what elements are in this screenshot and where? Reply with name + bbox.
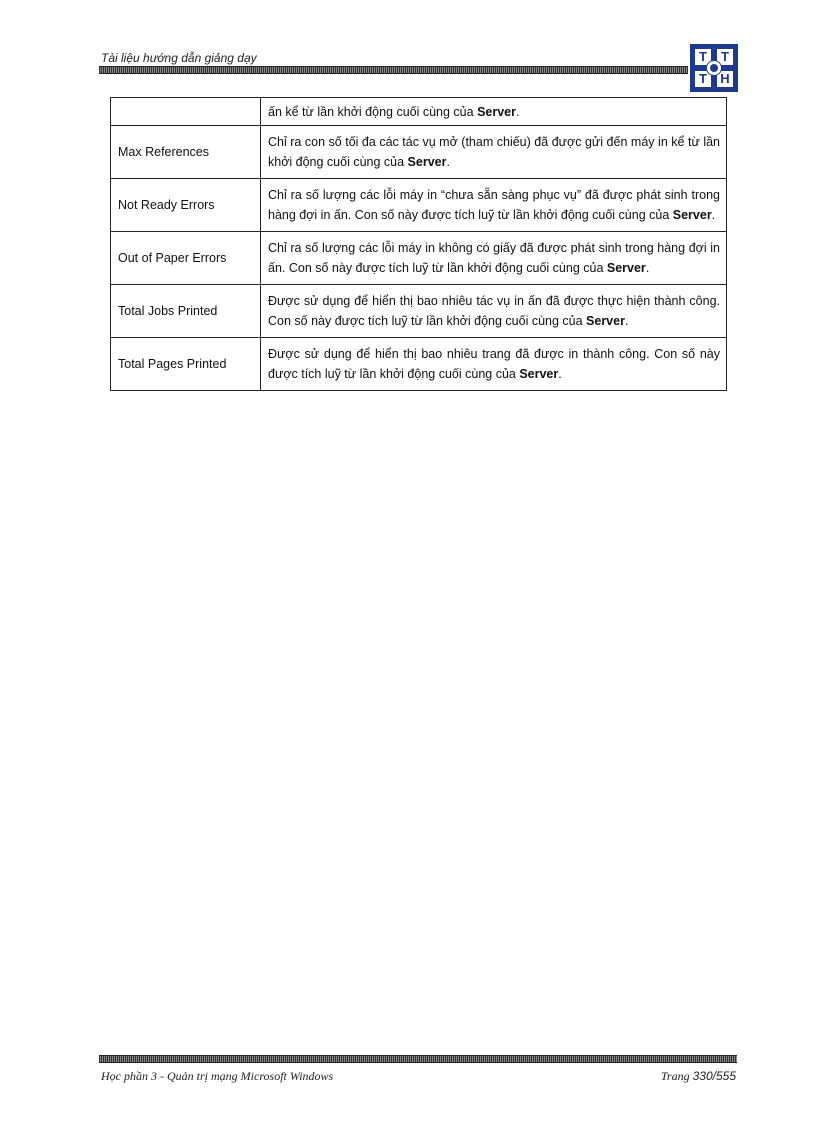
description-text: Được sử dụng để hiển thị bao nhiêu trang đã được in thành công. Con số này được tích luỹ từ lần khởi động cuối cùng của — [268, 347, 720, 381]
description-text: . — [624, 314, 629, 328]
description-cell — [261, 98, 727, 126]
logo-letter: H — [717, 71, 733, 87]
description-cell — [261, 126, 727, 179]
term-cell: Not Ready Errors — [111, 179, 261, 232]
description-cell — [261, 338, 727, 391]
table-row — [111, 338, 727, 391]
logo-letter: T — [695, 49, 711, 65]
footer-page-value: 330/555 — [692, 1069, 736, 1083]
definitions-table-body — [111, 98, 727, 391]
term-cell: Max References — [111, 126, 261, 179]
footer-page-prefix: Trang — [660, 1069, 693, 1083]
table-row — [111, 232, 727, 285]
term-cell: Out of Paper Errors — [111, 232, 261, 285]
table-row — [111, 98, 727, 126]
footer-rule — [99, 1055, 737, 1063]
description-text: . — [711, 208, 716, 222]
bold-term: Server — [519, 367, 559, 381]
logo-letter: T — [695, 71, 711, 87]
description-text: Chỉ ra con số tối đa các tác vụ mở (tham chiếu) đã được gửi đến máy in kể từ lần khởi động cuối cùng của — [268, 135, 720, 169]
description-text: Chỉ ra số lượng các lỗi máy in không có giấy đã được phát sinh trong hàng đợi in ấn. Con số này được tích luỹ từ lần khởi động cuối cùng của — [268, 241, 720, 275]
bold-term: Server — [606, 261, 646, 275]
description-cell — [261, 179, 727, 232]
logo-letter: T — [717, 49, 733, 65]
term-cell — [111, 98, 261, 126]
description-text: Chỉ ra số lượng các lỗi máy in “chưa sẵn sàng phục vụ” đã được phát sinh trong hàng đợi in ấn. Con số này được tích luỹ từ lần khởi động cuối cùng của — [268, 188, 720, 222]
table-row — [111, 179, 727, 232]
bold-term: Server — [407, 155, 447, 169]
description-text: . — [645, 261, 650, 275]
description-text: Được sử dụng để hiển thị bao nhiêu tác vụ in ấn đã được thực hiện thành công. Con số này được tích luỹ từ lần khởi động cuối cùng của — [268, 294, 720, 328]
bold-term: Server — [672, 208, 712, 222]
term-cell: Total Jobs Printed — [111, 285, 261, 338]
header-rule — [99, 66, 688, 74]
description-text: . — [516, 105, 520, 119]
term-cell: Total Pages Printed — [111, 338, 261, 391]
header-title: Tài liệu hướng dẫn giảng dạy — [101, 51, 257, 65]
description-cell — [261, 285, 727, 338]
table-row — [111, 285, 727, 338]
footer-page-number — [661, 1069, 736, 1084]
definitions-table — [110, 97, 727, 391]
bold-term: Server — [477, 105, 516, 119]
tth-logo — [690, 44, 738, 92]
footer-course-title: Học phần 3 - Quản trị mạng Microsoft Windows — [101, 1069, 334, 1083]
description-text: ấn kể từ lần khởi động cuối cùng của — [268, 105, 478, 119]
description-cell — [261, 232, 727, 285]
logo-hub-icon — [706, 60, 722, 76]
description-text: . — [446, 155, 450, 169]
table-row — [111, 126, 727, 179]
bold-term: Server — [586, 314, 625, 328]
description-text: . — [558, 367, 562, 381]
